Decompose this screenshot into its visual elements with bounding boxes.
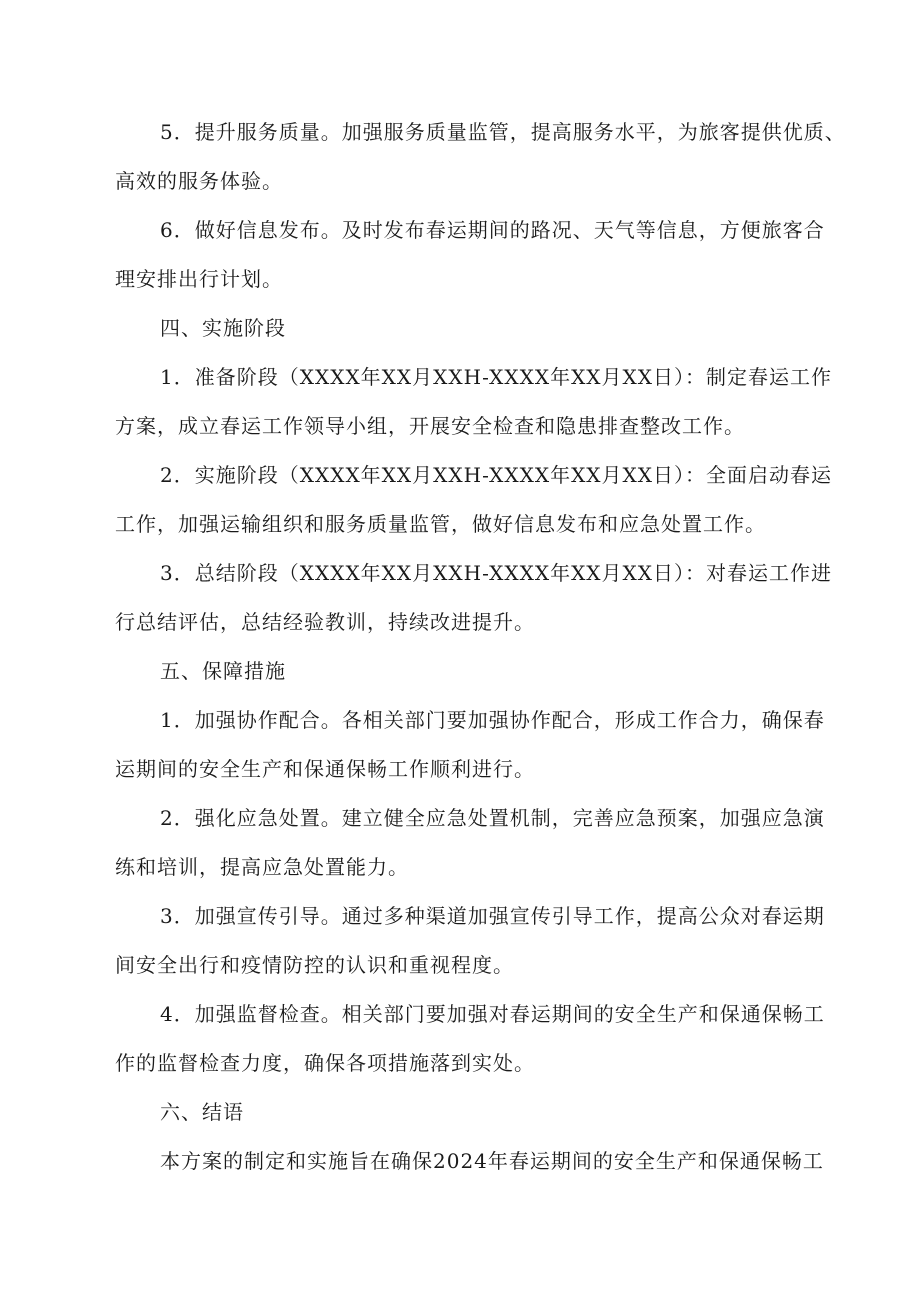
paragraph-line: 1．加强协作配合。各相关部门要加强协作配合，形成工作合力，确保春 <box>160 708 825 732</box>
paragraph-line: 练和培训，提高应急处置能力。 <box>115 855 409 879</box>
paragraph-line: 方案，成立春运工作领导小组，开展安全检查和隐患排查整改工作。 <box>115 414 745 438</box>
section-heading: 六、结语 <box>160 1100 244 1124</box>
paragraph-line: 理安排出行计划。 <box>115 267 283 291</box>
paragraph-line: 工作，加强运输组织和服务质量监管，做好信息发布和应急处置工作。 <box>115 512 766 536</box>
paragraph-line: 4．加强监督检查。相关部门要加强对春运期间的安全生产和保通保畅工 <box>160 1002 825 1026</box>
section-heading: 五、保障措施 <box>160 659 286 683</box>
paragraph-line: 3．总结阶段（XXXX年XX月XXH-XXXX年XX月XX日）：对春运工作进 <box>160 561 833 585</box>
paragraph-line: 6．做好信息发布。及时发布春运期间的路况、天气等信息，方便旅客合 <box>160 218 825 242</box>
paragraph-line: 2．强化应急处置。建立健全应急处置机制，完善应急预案，加强应急演 <box>160 806 825 830</box>
section-heading: 四、实施阶段 <box>160 316 286 340</box>
paragraph-line: 3．加强宣传引导。通过多种渠道加强宣传引导工作，提高公众对春运期 <box>160 904 825 928</box>
paragraph-line: 5．提升服务质量。加强服务质量监管，提高服务水平，为旅客提供优质、 <box>160 120 846 144</box>
paragraph-line: 2．实施阶段（XXXX年XX月XXH-XXXX年XX月XX日）：全面启动春运 <box>160 463 833 487</box>
paragraph-line: 本方案的制定和实施旨在确保2024年春运期间的安全生产和保通保畅工 <box>160 1149 824 1173</box>
paragraph-line: 间安全出行和疫情防控的认识和重视程度。 <box>115 953 514 977</box>
paragraph-line: 高效的服务体验。 <box>115 169 283 193</box>
paragraph-line: 1．准备阶段（XXXX年XX月XXH-XXXX年XX月XX日）：制定春运工作 <box>160 365 833 389</box>
paragraph-line: 作的监督检查力度，确保各项措施落到实处。 <box>115 1051 535 1075</box>
paragraph-line: 运期间的安全生产和保通保畅工作顺利进行。 <box>115 757 535 781</box>
paragraph-line: 行总结评估，总结经验教训，持续改进提升。 <box>115 610 535 634</box>
